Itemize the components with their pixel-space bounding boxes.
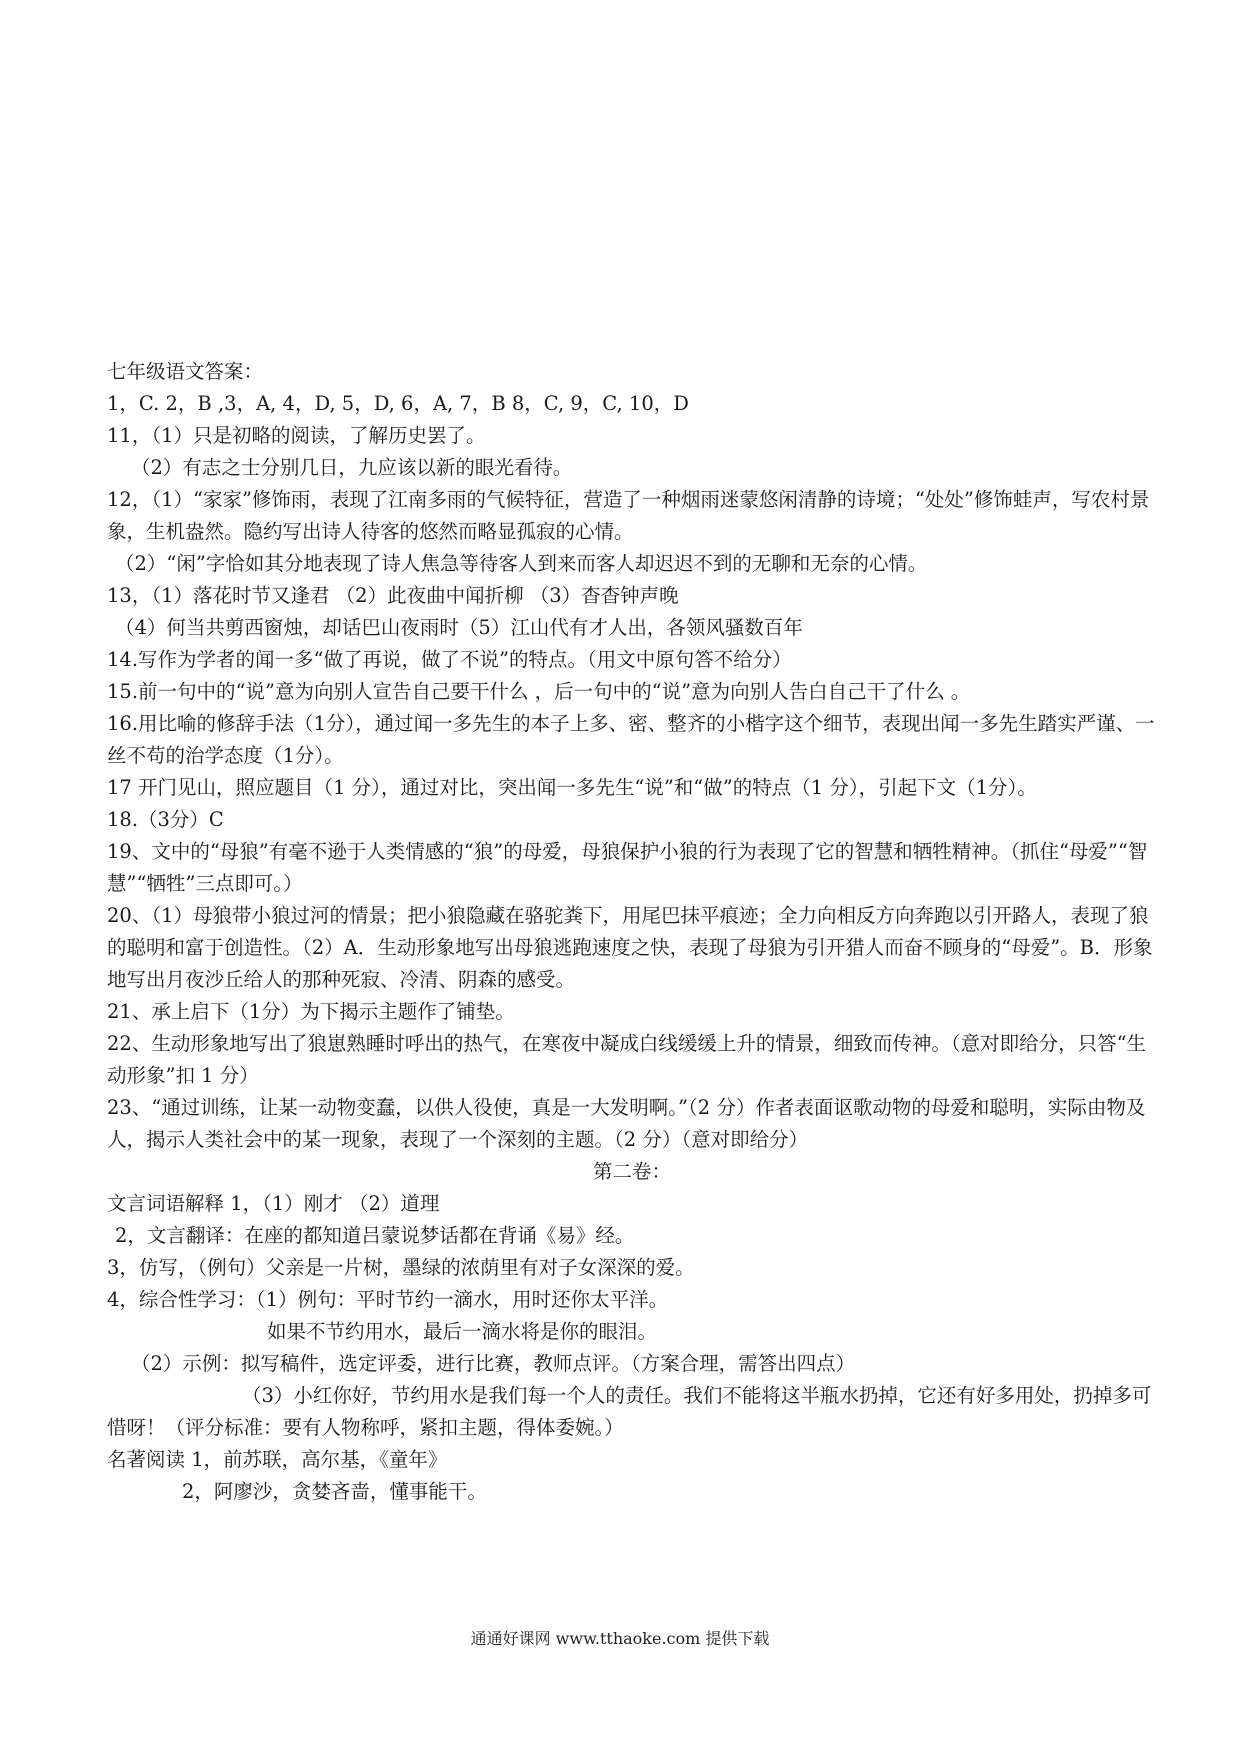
answer-line-classics-1: 名著阅读 1，前苏联，高尔基，《童年》 [107,1448,448,1471]
answer-line-20: 20、（1）母狼带小狼过河的情景；把小狼隐藏在骆驼粪下，用尾巴抹平痕迹；全力向相反方向奔跑以引开路人，表现了狼的聪明和富于创造性。（2）A．生动形象地写出母狼逃跑速度之快，表现了母狼为引开猎人而奋不顾身的“母爱”。B．形象地写出月夜沙丘给人的那种死寂、冷清、阴森的感受。 [107,904,1153,991]
answer-line-14: 14.写作为学者的闻一多“做了再说，做了不说”的特点。（用文中原句答不给分） [107,648,792,671]
answer-line-19: 19、文中的“母狼”有毫不逊于人类情感的“狼”的母爱，母狼保护小狼的行为表现了它的智慧和牺牲精神。（抓住“母爱”“智慧”“牺牲”三点即可。） [107,840,1148,895]
answer-line-11-2: （2）有志之士分别几日，九应该以新的眼光看待。 [131,456,573,479]
answer-line-21: 21、承上启下（1分）为下揭示主题作了铺垫。 [107,1000,515,1023]
answer-line-16: 16.用比喻的修辞手法（1分），通过闻一多先生的本子上多、密、整齐的小楷字这个细节，表现出闻一多先生踏实严谨、一丝不苟的治学态度（1分）。 [107,712,1155,767]
answer-line-11-1: 11，（1）只是初略的阅读，了解历史罢了。 [107,424,486,447]
answer-line-comprehensive-2: （2）示例：拟写稿件，选定评委，进行比赛，教师点评。（方案合理，需答出四点） [131,1352,856,1375]
answer-line-mc: 1，C. 2，B ,3，A, 4，D, 5，D, 6，A, 7，B 8，C, 9，C, 10，D [107,392,689,415]
answer-line-12-2: （2）“闲”字恰如其分地表现了诗人焦急等待客人到来而客人却迟迟不到的无聊和无奈的心情。 [115,552,928,575]
answer-content [107,356,1157,1508]
answer-line-12-1: 12，（1）“家家”修饰雨，表现了江南多雨的气候特征，营造了一种烟雨迷蒙悠闲清静的诗境；“处处”修饰蛙声，写农村景象，生机盎然。隐约写出诗人待客的悠然而略显孤寂的心情。 [107,488,1150,543]
answer-line-23: 23、“通过训练，让某一动物变蠢，以供人役使，真是一大发明啊。”（2 分）作者表面讴歌动物的母爱和聪明，实际由物及人，揭示人类社会中的某一现象，表现了一个深刻的主题。（2 分）（意对即给分） [107,1096,1146,1151]
answer-line-classical-2: 2，文言翻译：在座的都知道吕蒙说梦话都在背诵《易》经。 [115,1224,635,1247]
answer-line-classical-1: 文言词语解释 1，（1）刚才 （2）道理 [107,1192,440,1215]
answer-line-15: 15.前一句中的“说”意为向别人宣告自己要干什么 ，后一句中的“说”意为向别人告白自己干了什么 。 [107,680,971,703]
answer-line-imitation: 3，仿写，（例句）父亲是一片树，墨绿的浓荫里有对子女深深的爱。 [107,1256,695,1279]
answer-line-13-a: 13，（1）落花时节又逢君 （2）此夜曲中闻折柳 （3）杳杳钟声晚 [107,584,679,607]
answer-line-22: 22、生动形象地写出了狼崽熟睡时呼出的热气，在寒夜中凝成白线缓缓上升的情景，细致而传神。（意对即给分，只答“生动形象”扣 1 分） [107,1032,1147,1087]
answer-line-comprehensive-1: 4，综合性学习：（1）例句：平时节约一滴水，用时还你太平洋。 [107,1288,669,1311]
answer-line-17: 17 开门见山，照应题目（1 分），通过对比，突出闻一多先生“说”和“做”的特点（1 分），引起下文（1分）。 [107,776,1037,799]
section-heading-part-two: 第二卷： [592,1160,671,1183]
answer-line-comprehensive-1b: 如果不节约用水，最后一滴水将是你的眼泪。 [267,1320,658,1343]
page-footer: 通通好课网 www.tthaoke.com 提供下载 [470,1629,770,1648]
answer-line-classics-2: 2，阿廖沙，贪婪吝啬，懂事能干。 [182,1480,487,1503]
answer-line-13-b: （4）何当共剪西窗烛，却话巴山夜雨时（5）江山代有才人出，各领风骚数百年 [115,616,803,639]
answer-line-comprehensive-3: （3）小红你好，节约用水是我们每一个人的责任。我们不能将这半瓶水扔掉，它还有好多用处，扔掉多可惜呀！（评分标准：要有人物称呼，紧扣主题，得体委婉。） [107,1384,1152,1439]
document-title: 七年级语文答案： [107,360,264,383]
answer-line-18: 18.（3分）C [107,808,224,831]
